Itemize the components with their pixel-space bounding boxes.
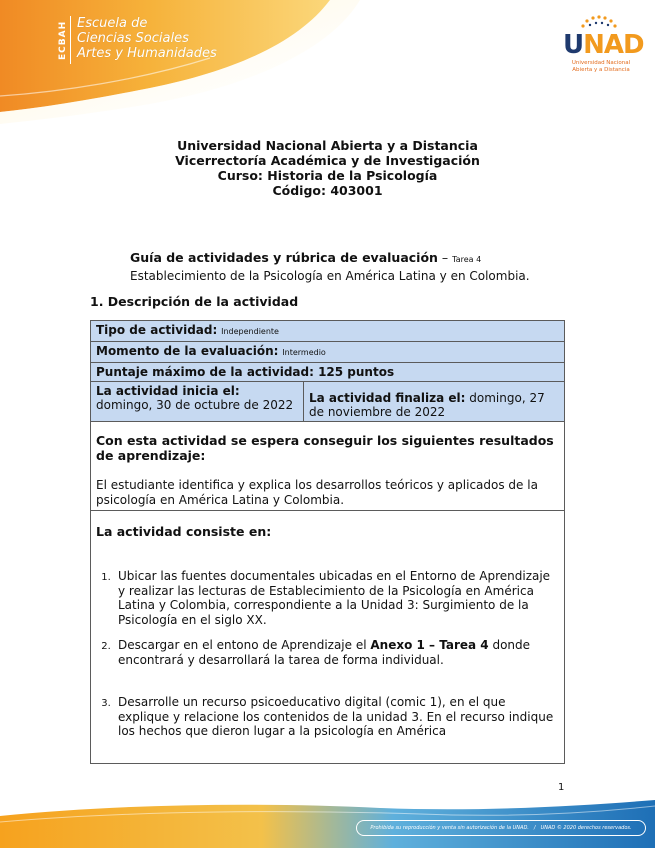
guide-title: Guía de actividades y rúbrica de evaluación [130, 250, 438, 265]
faculty-logo [58, 16, 217, 64]
max-score-row: Puntaje máximo de la actividad: 125 puntos [91, 363, 565, 382]
task-label: Tarea 4 [452, 255, 482, 264]
faculty-line: Ciencias Sociales [77, 31, 189, 46]
faculty-line: Escuela de [77, 16, 148, 31]
document-title [0, 138, 655, 198]
footer-right-text: UNAD © 2020 derechos reservados. [540, 825, 632, 831]
unad-wordmark: UNAD [563, 30, 644, 60]
title-line: Vicerrectoría Académica y de Investigación [175, 153, 480, 168]
faculty-acronym: ECBAH [58, 16, 71, 64]
footer-copyright: Prohibida su reproducción y venta sin autorización de la UNAD. / UNAD © 2020 derechos reservados. [356, 820, 646, 836]
page-number: 1 [558, 782, 565, 793]
learning-outcomes-cell [91, 422, 565, 511]
section-title: 1. Descripción de la actividad [90, 294, 299, 309]
learning-outcomes-heading: Con esta actividad se espera conseguir los siguientes resultados de aprendizaje: [96, 433, 554, 463]
unad-subtitle: Universidad Nacional Abierta y a Distancia [571, 60, 631, 73]
activity-step: 1. Ubicar las fuentes documentales ubicadas en el Entorno de Aprendizaje y realizar las lecturas de Establecimiento de la Psicología en América Latina y Colombia, correspondiente a la Unidad 3: Surgimiento de la Psicología en el siglo XX. [114, 569, 559, 627]
activity-type-value: Independiente [221, 327, 279, 336]
activity-consists-cell [91, 511, 565, 764]
start-date-value: domingo, 30 de octubre de 2022 [96, 398, 294, 412]
activity-steps-list [96, 569, 559, 739]
start-date-cell: La actividad inicia el: domingo, 30 de octubre de 2022 [91, 382, 304, 422]
evaluation-moment-row: Momento de la evaluación: Intermedio [91, 342, 565, 363]
end-date-cell: La actividad finaliza el: domingo, 27 de noviembre de 2022 [304, 382, 565, 422]
title-line: Universidad Nacional Abierta y a Distancia [177, 138, 478, 153]
footer-left-text: Prohibida su reproducción y venta sin autorización de la UNAD. [370, 825, 529, 831]
end-date-value: domingo, 27 de noviembre de 2022 [309, 391, 545, 419]
evaluation-moment-value: Intermedio [282, 348, 326, 357]
title-line: Código: 403001 [272, 183, 383, 198]
activity-step: 2. Descargar en el entono de Aprendizaje el Anexo 1 – Tarea 4 donde encontrará y desarrollará la tarea de forma individual. [114, 638, 559, 667]
faculty-line: Artes y Humanidades [77, 46, 217, 61]
unad-logo [563, 12, 644, 84]
activity-step: 3. Desarrolle un recurso psicoeducativo digital (comic 1), en el que explique y relacione los contenidos de la unidad 3. En el recurso indique los hechos que dieron lugar a la psicología en América [114, 695, 559, 739]
activity-consists-heading: La actividad consiste en: [96, 524, 272, 539]
activity-type-row: Tipo de actividad: Independiente [91, 321, 565, 342]
activity-table [90, 320, 565, 764]
learning-outcomes-text: El estudiante identifica y explica los desarrollos teóricos y aplicados de la psicología en América Latina y Colombia. [96, 478, 538, 507]
title-line: Curso: Historia de la Psicología [217, 168, 438, 183]
guide-subtitle: Establecimiento de la Psicología en América Latina y en Colombia. [130, 269, 530, 283]
guide-heading: Guía de actividades y rúbrica de evaluación – Tarea 4 Establecimiento de la Psicología en América Latina y en Colombia. [130, 250, 530, 283]
